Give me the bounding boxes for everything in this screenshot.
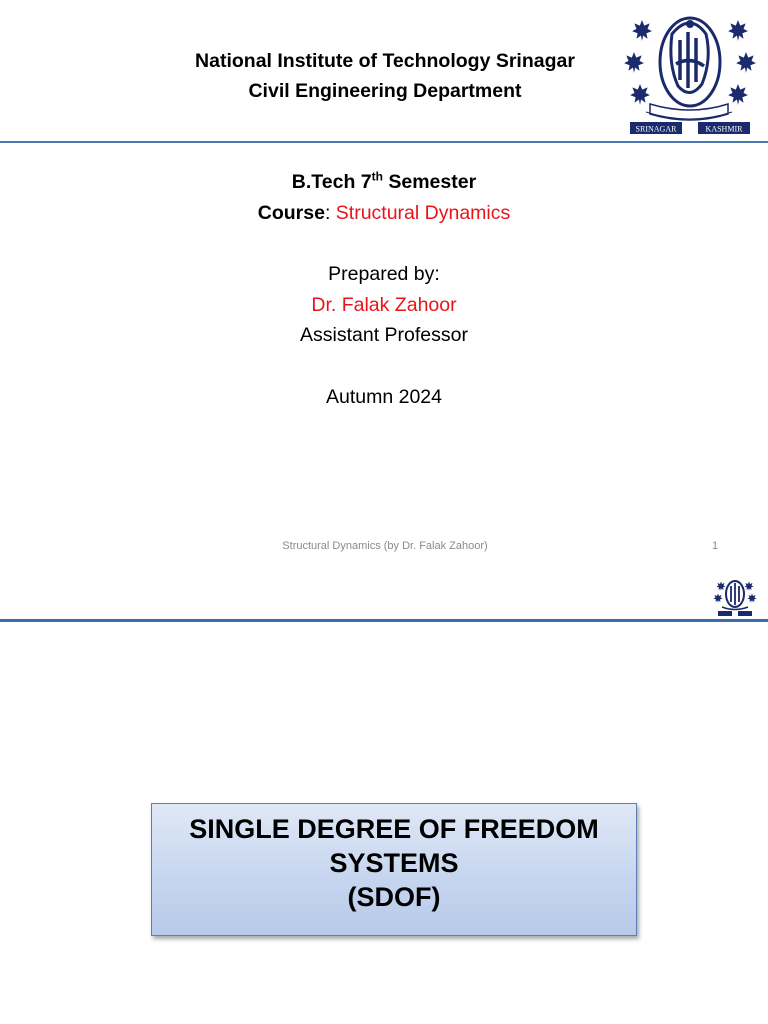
institute-name: National Institute of Technology Srinagar bbox=[195, 50, 575, 72]
title-line-3: (SDOF) bbox=[347, 882, 441, 912]
slide-footer: Structural Dynamics (by Dr. Falak Zahoor) bbox=[282, 540, 488, 552]
slide-2 bbox=[0, 622, 768, 1024]
course-line bbox=[0, 198, 768, 229]
header-divider bbox=[0, 141, 768, 143]
title-line-1: SINGLE DEGREE OF FREEDOM bbox=[189, 814, 599, 844]
sdof-title-box bbox=[151, 803, 637, 936]
nit-srinagar-logo bbox=[620, 4, 758, 142]
title-line-2: SYSTEMS bbox=[329, 848, 459, 878]
semester-suffix: Semester bbox=[382, 171, 477, 193]
small-logo bbox=[712, 576, 758, 618]
logo-right-tag: KASHMIR bbox=[705, 124, 743, 134]
author-name: Dr. Falak Zahoor bbox=[311, 294, 457, 316]
department-name: Civil Engineering Department bbox=[248, 80, 522, 102]
prepared-by: Prepared by: bbox=[328, 263, 440, 285]
semester-line bbox=[0, 167, 768, 198]
term: Autumn 2024 bbox=[325, 386, 442, 408]
semester-prefix: B.Tech 7 bbox=[291, 171, 372, 193]
course-name: Structural Dynamics bbox=[335, 202, 511, 224]
semester-superscript: th bbox=[371, 169, 383, 184]
author-designation: Assistant Professor bbox=[300, 324, 468, 346]
page-number: 1 bbox=[712, 540, 719, 552]
course-colon: : bbox=[324, 202, 336, 224]
institute-header bbox=[150, 46, 620, 106]
course-label: Course bbox=[257, 202, 325, 224]
logo-left-tag: SRINAGAR bbox=[635, 124, 677, 134]
